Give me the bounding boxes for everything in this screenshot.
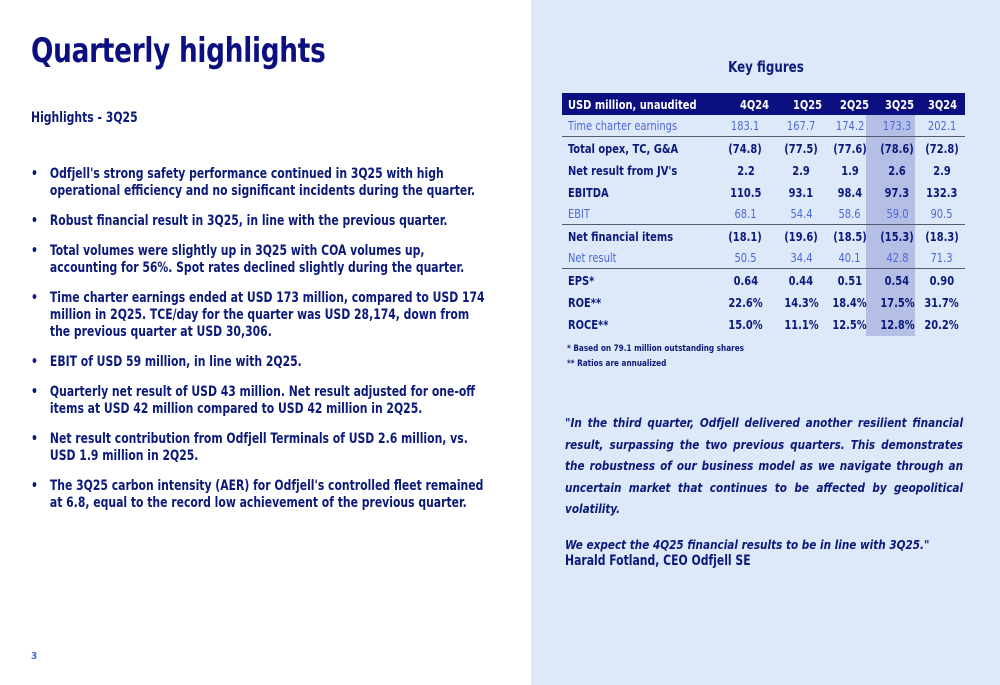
highlight-item: • Quarterly net result of USD 43 million. Net result adjusted for one-off items at USD 42 million compared to USD 42 million in 2Q25. [31, 384, 476, 417]
row-label: Net result [568, 250, 617, 265]
table-header [562, 93, 965, 115]
table-cell: 173.3 [882, 118, 912, 133]
table-cell: 2.6 [888, 162, 906, 178]
table-footnotes [567, 342, 744, 372]
table-cell: 0.90 [929, 272, 954, 288]
highlights-list [31, 166, 487, 525]
row-label: ROCE** [568, 316, 609, 332]
table-cell: 22.6% [728, 294, 763, 310]
table-cell: 42.8 [886, 250, 909, 265]
table-cell: 167.7 [787, 118, 816, 133]
table-cell: (15.3) [880, 228, 914, 244]
table-row [562, 115, 965, 137]
table-cell: (18.1) [728, 228, 763, 244]
row-label: EBITDA [568, 184, 609, 200]
table-row [562, 313, 965, 335]
quote-signature: Harald Fotland, CEO Odfjell SE [565, 553, 751, 569]
table-cell: 54.4 [790, 206, 813, 221]
table-cell: 68.1 [734, 206, 757, 221]
table-cell: 98.4 [837, 184, 862, 200]
bullet-icon: • [31, 166, 38, 182]
key-figures-title: Key figures [727, 58, 804, 76]
table-row [562, 269, 965, 291]
table-cell: 2.2 [736, 162, 755, 178]
quote-paragraph: "In the third quarter, Odfjell delivered another resilient financial result, surpassing the two previous quarters. This demonstrates the robustness of our business model as we navigate through an uncertain market that continues to be affected by geopolitical volatility. [565, 415, 964, 516]
row-label: ROE** [568, 294, 602, 310]
ceo-quote [565, 412, 963, 569]
table-cell: 183.1 [731, 118, 760, 133]
bullet-icon: • [31, 478, 38, 494]
header-cell: 1Q25 [793, 96, 823, 112]
footnote-eps: * Based on 79.1 million outstanding shares [567, 344, 744, 354]
highlight-item: • Time charter earnings ended at USD 173 million, compared to USD 174 million in 2Q25. TCE/day for the quarter was USD 28,174, down from the previous quarter at USD 30,306. [31, 290, 485, 340]
row-label: Net result from JV's [568, 162, 678, 178]
table-cell: 18.4% [832, 294, 867, 310]
table-cell: 40.1 [838, 250, 861, 265]
highlight-item: • EBIT of USD 59 million, in line with 2Q25. [31, 354, 302, 370]
table-cell: 0.44 [789, 272, 814, 288]
page-title: Quarterly highlights [31, 31, 326, 71]
table-cell: 17.5% [879, 294, 915, 310]
table-cell: 1.9 [840, 162, 859, 178]
table-cell: 2.9 [792, 162, 811, 178]
table-cell: 174.2 [835, 118, 864, 133]
table-cell: (18.3) [925, 228, 959, 244]
table-cell: 97.3 [884, 184, 910, 200]
table-cell: (78.6) [880, 140, 914, 156]
table-cell: (74.8) [728, 140, 763, 156]
section-subtitle: Highlights - 3Q25 [31, 110, 138, 126]
header-cell: USD million, unaudited [568, 96, 697, 112]
bullet-icon: • [31, 290, 38, 306]
table-cell: 20.2% [924, 316, 959, 332]
table-cell: 14.3% [784, 294, 819, 310]
table-cell: 31.7% [924, 294, 959, 310]
highlight-item: • Robust financial result in 3Q25, in line with the previous quarter. [31, 213, 448, 229]
table-cell: (77.6) [832, 140, 867, 156]
bullet-icon: • [31, 431, 38, 447]
header-cell: 2Q25 [839, 96, 869, 112]
table-cell: 71.3 [930, 250, 953, 265]
table-cell: 202.1 [927, 118, 956, 133]
table-cell: (77.5) [784, 140, 819, 156]
table-cell: 90.5 [930, 206, 953, 221]
table-row [562, 291, 965, 313]
highlight-item: • Total volumes were slightly up in 3Q25 with COA volumes up, accounting for 56%. Spot rates declined slightly during the quarter. [31, 243, 465, 276]
table-cell: 58.6 [838, 206, 861, 221]
table-cell: 0.64 [733, 272, 758, 288]
table-cell: 50.5 [734, 250, 757, 265]
table-cell: (72.8) [925, 140, 959, 156]
bullet-icon: • [31, 243, 38, 259]
bullet-icon: • [31, 213, 38, 229]
table-cell: 2.9 [932, 162, 951, 178]
table-cell: 11.1% [784, 316, 819, 332]
table-row [562, 225, 965, 247]
table-cell: 59.0 [886, 206, 909, 221]
table-row [562, 181, 965, 203]
table-cell: 110.5 [729, 184, 762, 200]
row-label: EPS* [568, 272, 595, 288]
table-row [562, 247, 965, 269]
key-figures-table [562, 93, 965, 335]
header-cell: 3Q24 [928, 96, 958, 112]
highlight-item: • The 3Q25 carbon intensity (AER) for Odfjell's controlled fleet remained at 6.8, equal to the record low achievement of the previous quarter. [31, 478, 484, 511]
page-number: 3 [31, 651, 38, 662]
row-label: EBIT [568, 206, 590, 221]
table-cell: 34.4 [790, 250, 813, 265]
table-cell: 132.3 [926, 184, 958, 200]
table-cell: 15.0% [728, 316, 763, 332]
bullet-icon: • [31, 354, 38, 370]
header-cell: 3Q25 [885, 96, 915, 112]
table-row [562, 203, 965, 225]
row-label: Total opex, TC, G&A [568, 140, 679, 156]
table-cell: 12.8% [879, 316, 915, 332]
table-cell: 93.1 [789, 184, 814, 200]
highlight-item: • Net result contribution from Odfjell Terminals of USD 2.6 million, vs. USD 1.9 million in 2Q25. [31, 431, 468, 464]
quote-paragraph: We expect the 4Q25 financial results to be in line with 3Q25." [565, 536, 930, 552]
highlight-item: • Odfjell's strong safety performance continued in 3Q25 with high operational efficiency and no significant incidents during the quarter. [31, 166, 475, 199]
table-row [562, 137, 965, 159]
table-row [562, 159, 965, 181]
row-label: Net financial items [568, 228, 674, 244]
table-cell: 0.54 [884, 272, 910, 288]
table-cell: 0.51 [837, 272, 862, 288]
table-cell: 12.5% [832, 316, 867, 332]
table-cell: (18.5) [832, 228, 867, 244]
footnote-ratios: ** Ratios are annualized [567, 359, 667, 369]
row-label: Time charter earnings [568, 118, 678, 133]
table-cell: (19.6) [784, 228, 819, 244]
header-cell: 4Q24 [739, 96, 769, 112]
bullet-icon: • [31, 384, 38, 400]
